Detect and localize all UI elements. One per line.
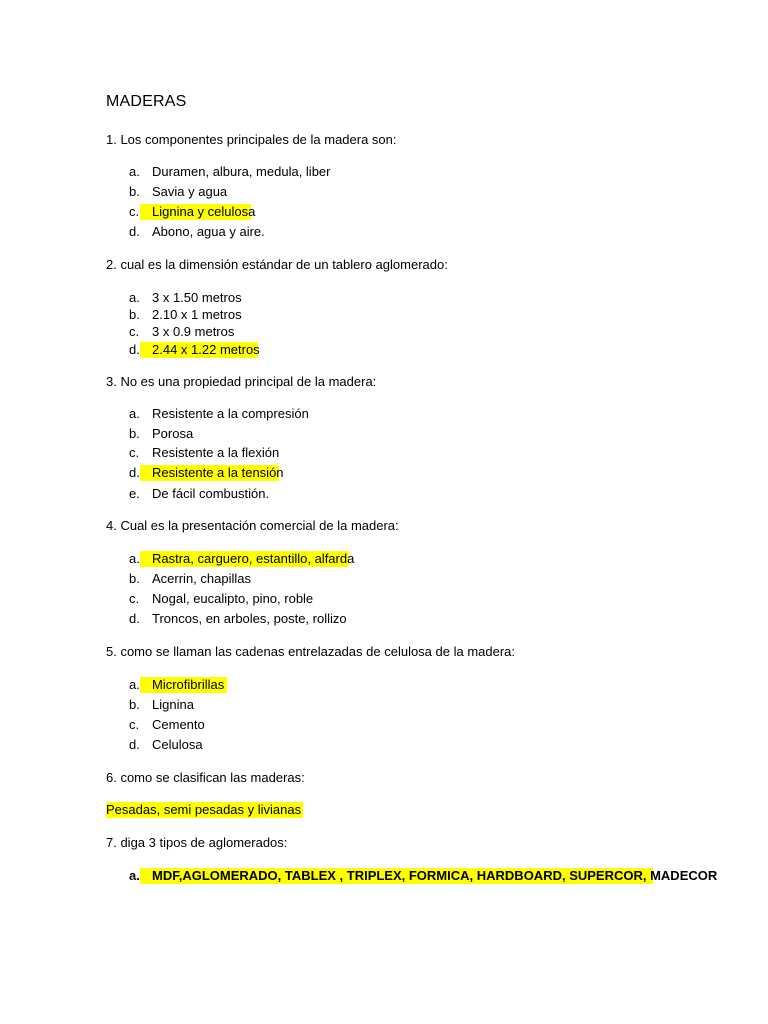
- option-text: MDF,AGLOMERADO, TABLEX , TRIPLEX, FORMICA, HARDBOARD, SUPERCOR, MADECOR: [152, 868, 718, 883]
- option-letter: c.: [129, 324, 140, 339]
- option-text: 3 x 1.50 metros: [152, 290, 242, 305]
- question-7: 7. diga 3 tipos de aglomerados:: [106, 835, 288, 850]
- option-letter: b.: [129, 184, 140, 199]
- option-letter: a.: [129, 406, 140, 421]
- option-letter: c.: [129, 204, 140, 219]
- option-letter: c.: [129, 717, 140, 732]
- question-1: 1. Los componentes principales de la madera son:: [106, 132, 397, 147]
- option-letter: c.: [129, 591, 140, 606]
- document-title: MADERAS: [106, 93, 187, 110]
- question-6: 6. como se clasifican las maderas:: [106, 770, 305, 785]
- option-text: De fácil combustión.: [152, 486, 270, 501]
- option-letter: b.: [129, 571, 140, 586]
- q6-answer-highlighted: Pesadas, semi pesadas y livianas: [106, 802, 302, 817]
- option-text: Resistente a la flexión: [152, 445, 280, 460]
- option-letter: e.: [129, 486, 140, 501]
- option-text: Resistente a la compresión: [152, 406, 309, 421]
- option-letter: b.: [129, 307, 140, 322]
- option-text: 2.10 x 1 metros: [152, 307, 242, 322]
- option-text: Porosa: [152, 426, 194, 441]
- option-text: Lignina y celulosa: [152, 204, 256, 219]
- option-text: Resistente a la tensión: [152, 465, 284, 480]
- option-letter: a.: [129, 290, 140, 305]
- option-letter: b.: [129, 426, 140, 441]
- option-letter: d.: [129, 737, 140, 752]
- option-letter: a.: [129, 164, 140, 179]
- question-4: 4. Cual es la presentación comercial de la madera:: [106, 518, 399, 533]
- option-text: Rastra, carguero, estantillo, alfarda: [152, 551, 355, 566]
- option-letter: d.: [129, 224, 140, 239]
- option-letter: d.: [129, 611, 140, 626]
- option-text: Abono, agua y aire.: [152, 224, 265, 239]
- option-letter: a.: [129, 677, 140, 692]
- option-letter: d.: [129, 342, 140, 357]
- option-text: 3 x 0.9 metros: [152, 324, 235, 339]
- option-text: 2.44 x 1.22 metros: [152, 342, 260, 357]
- option-letter: a.: [129, 868, 140, 883]
- option-text: Duramen, albura, medula, liber: [152, 164, 331, 179]
- option-text: Microfibrillas: [152, 677, 225, 692]
- option-text: Cemento: [152, 717, 205, 732]
- option-text: Troncos, en arboles, poste, rollizo: [152, 611, 347, 626]
- option-text: Lignina: [152, 697, 194, 712]
- option-text: Acerrin, chapillas: [152, 571, 251, 586]
- question-2: 2. cual es la dimensión estándar de un tablero aglomerado:: [106, 257, 448, 272]
- option-text: Savia y agua: [152, 184, 228, 199]
- option-letter: b.: [129, 697, 140, 712]
- option-letter: a.: [129, 551, 140, 566]
- option-letter: c.: [129, 445, 140, 460]
- option-text: Celulosa: [152, 737, 203, 752]
- option-text: Nogal, eucalipto, pino, roble: [152, 591, 314, 606]
- question-5: 5. como se llaman las cadenas entrelazadas de celulosa de la madera:: [106, 644, 516, 659]
- option-letter: d.: [129, 465, 140, 480]
- question-3: 3. No es una propiedad principal de la madera:: [106, 374, 377, 389]
